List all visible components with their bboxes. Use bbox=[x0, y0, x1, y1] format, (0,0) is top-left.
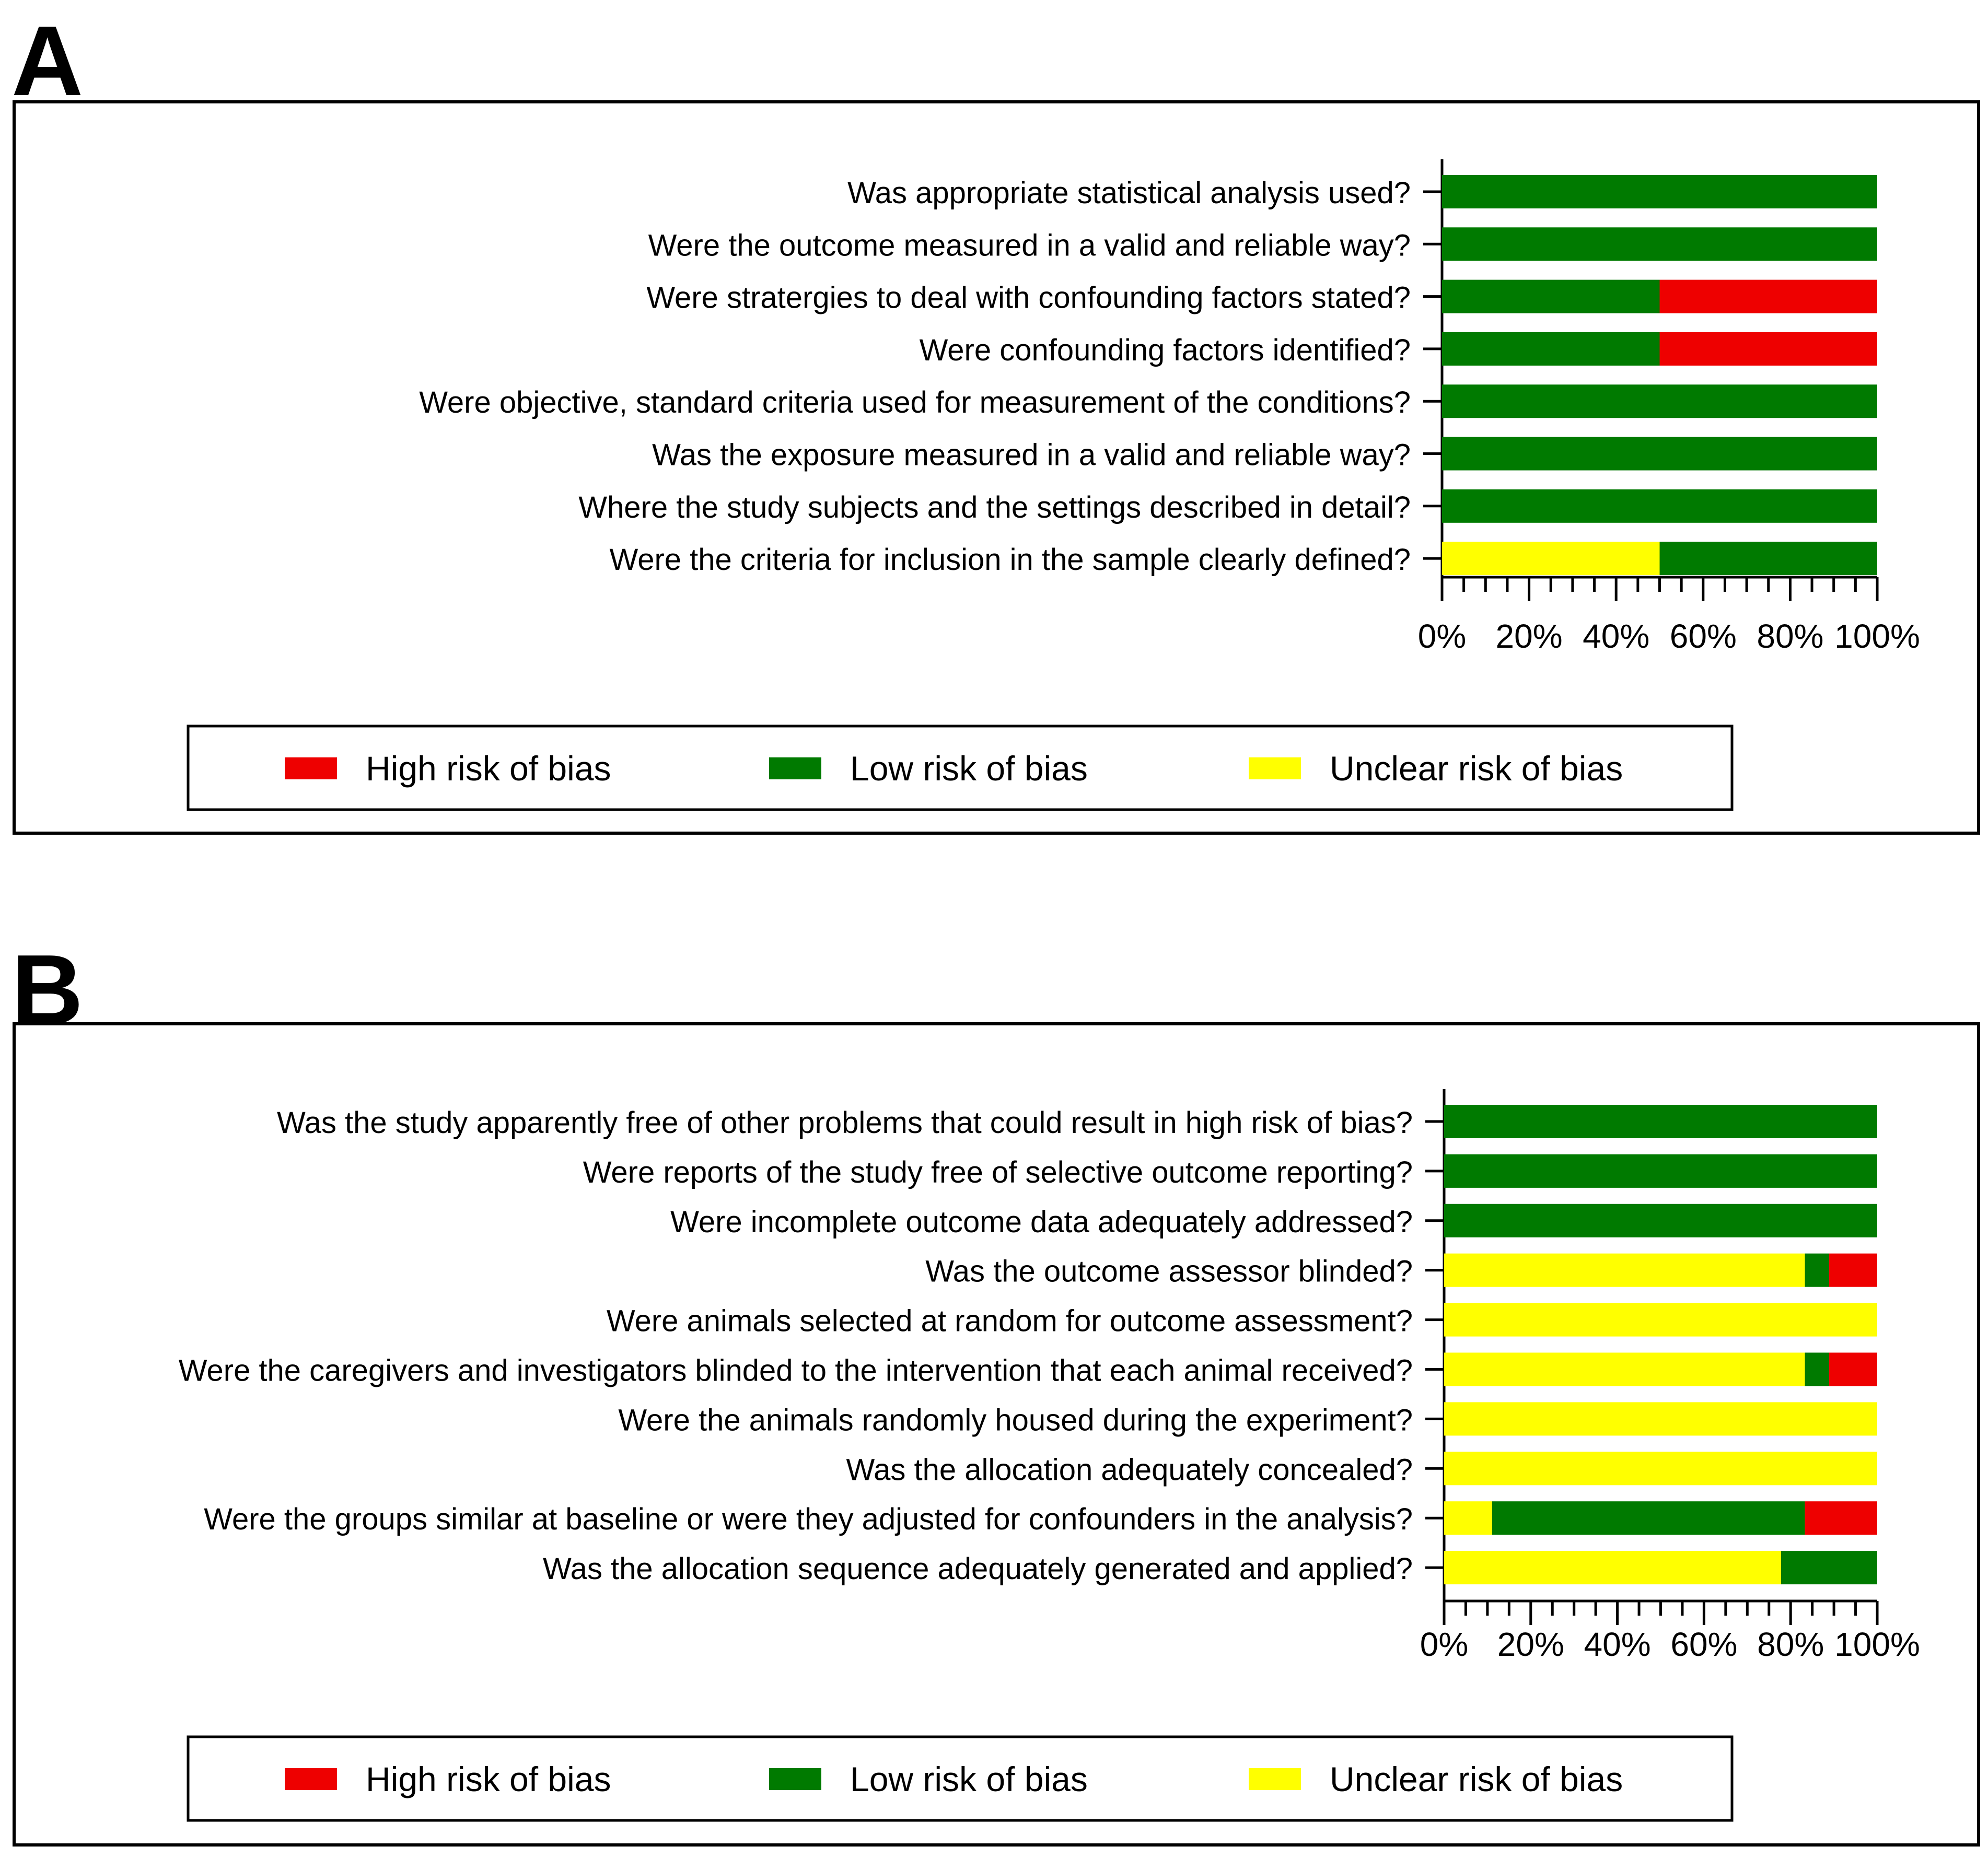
bar-high bbox=[1660, 332, 1878, 366]
category-label: Were confounding factors identified? bbox=[919, 333, 1411, 367]
category-label: Was the exposure measured in a valid and reliable way? bbox=[652, 438, 1411, 472]
panel-a-label: A bbox=[11, 6, 84, 116]
category-label: Where the study subjects and the settings described in detail? bbox=[578, 490, 1411, 524]
bar-low bbox=[1442, 227, 1877, 261]
category-label: Were the criteria for inclusion in the sample clearly defined? bbox=[609, 543, 1411, 577]
bar-low bbox=[1442, 437, 1877, 471]
category-label: Were reports of the study free of selective outcome reporting? bbox=[583, 1155, 1413, 1189]
bar-high bbox=[1660, 280, 1878, 313]
x-tick-label: 80% bbox=[1757, 617, 1824, 655]
category-label: Was the allocation sequence adequately generated and applied? bbox=[543, 1552, 1413, 1586]
bar-low bbox=[1660, 542, 1878, 575]
category-label: Was the study apparently free of other problems that could result in high risk of bias? bbox=[277, 1106, 1413, 1140]
legend-label-unclear: Unclear risk of bias bbox=[1330, 1760, 1623, 1798]
bar-low bbox=[1442, 175, 1877, 208]
bar-low bbox=[1442, 384, 1877, 418]
bar-low bbox=[1781, 1551, 1877, 1584]
x-tick-label: 60% bbox=[1669, 617, 1737, 655]
category-label: Was appropriate statistical analysis used? bbox=[847, 176, 1411, 210]
bar-unclear bbox=[1444, 1452, 1877, 1485]
x-tick-label: 80% bbox=[1757, 1626, 1824, 1663]
bar-unclear bbox=[1444, 1501, 1492, 1535]
legend-label-high: High risk of bias bbox=[366, 749, 611, 788]
x-tick-label: 0% bbox=[1420, 1626, 1469, 1663]
bar-low bbox=[1805, 1254, 1829, 1287]
x-tick-label: 20% bbox=[1495, 617, 1563, 655]
category-label: Were the outcome measured in a valid and reliable way? bbox=[648, 228, 1411, 263]
x-tick-label: 40% bbox=[1584, 1626, 1651, 1663]
panel-b-label: B bbox=[11, 934, 84, 1045]
category-label: Were the caregivers and investigators blinded to the intervention that each animal received? bbox=[178, 1353, 1413, 1388]
x-tick-label: 100% bbox=[1834, 1626, 1920, 1663]
category-label: Were the groups similar at baseline or were they adjusted for confounders in the analysis? bbox=[204, 1502, 1413, 1537]
bar-low bbox=[1492, 1501, 1805, 1535]
bar-low bbox=[1805, 1353, 1829, 1386]
category-label: Were stratergies to deal with confounding factors stated? bbox=[646, 281, 1411, 315]
bar-unclear bbox=[1444, 1303, 1877, 1337]
category-label: Were the animals randomly housed during the experiment? bbox=[618, 1403, 1413, 1438]
bar-low bbox=[1442, 280, 1660, 313]
bar-low bbox=[1442, 332, 1660, 366]
legend-swatch-high bbox=[285, 757, 337, 779]
bar-unclear bbox=[1442, 542, 1660, 575]
bar-low bbox=[1442, 489, 1877, 523]
bar-high bbox=[1805, 1501, 1877, 1535]
category-label: Were incomplete outcome data adequately addressed? bbox=[670, 1205, 1413, 1239]
legend-label-unclear: Unclear risk of bias bbox=[1330, 749, 1623, 788]
bar-unclear bbox=[1444, 1353, 1805, 1386]
legend-swatch-low bbox=[769, 1768, 821, 1790]
bar-low bbox=[1444, 1204, 1877, 1237]
category-label: Were objective, standard criteria used for measurement of the conditions? bbox=[419, 385, 1411, 420]
legend-label-low: Low risk of bias bbox=[850, 749, 1088, 788]
category-label: Were animals selected at random for outcome assessment? bbox=[606, 1304, 1413, 1338]
category-label: Was the outcome assessor blinded? bbox=[925, 1254, 1413, 1289]
legend-label-low: Low risk of bias bbox=[850, 1760, 1088, 1798]
category-label: Was the allocation adequately concealed? bbox=[846, 1453, 1413, 1487]
legend-swatch-high bbox=[285, 1768, 337, 1790]
x-tick-label: 40% bbox=[1583, 617, 1650, 655]
bar-unclear bbox=[1444, 1551, 1781, 1584]
bar-low bbox=[1444, 1105, 1877, 1138]
legend-swatch-low bbox=[769, 757, 821, 779]
legend-swatch-unclear bbox=[1249, 1768, 1301, 1790]
x-tick-label: 20% bbox=[1497, 1626, 1564, 1663]
legend-swatch-unclear bbox=[1249, 757, 1301, 779]
bar-low bbox=[1444, 1154, 1877, 1188]
bar-high bbox=[1829, 1353, 1877, 1386]
bar-unclear bbox=[1444, 1254, 1805, 1287]
bar-unclear bbox=[1444, 1402, 1877, 1435]
legend-label-high: High risk of bias bbox=[366, 1760, 611, 1798]
x-tick-label: 0% bbox=[1417, 617, 1467, 655]
x-tick-label: 60% bbox=[1670, 1626, 1738, 1663]
bar-high bbox=[1829, 1254, 1877, 1287]
x-tick-label: 100% bbox=[1834, 617, 1920, 655]
